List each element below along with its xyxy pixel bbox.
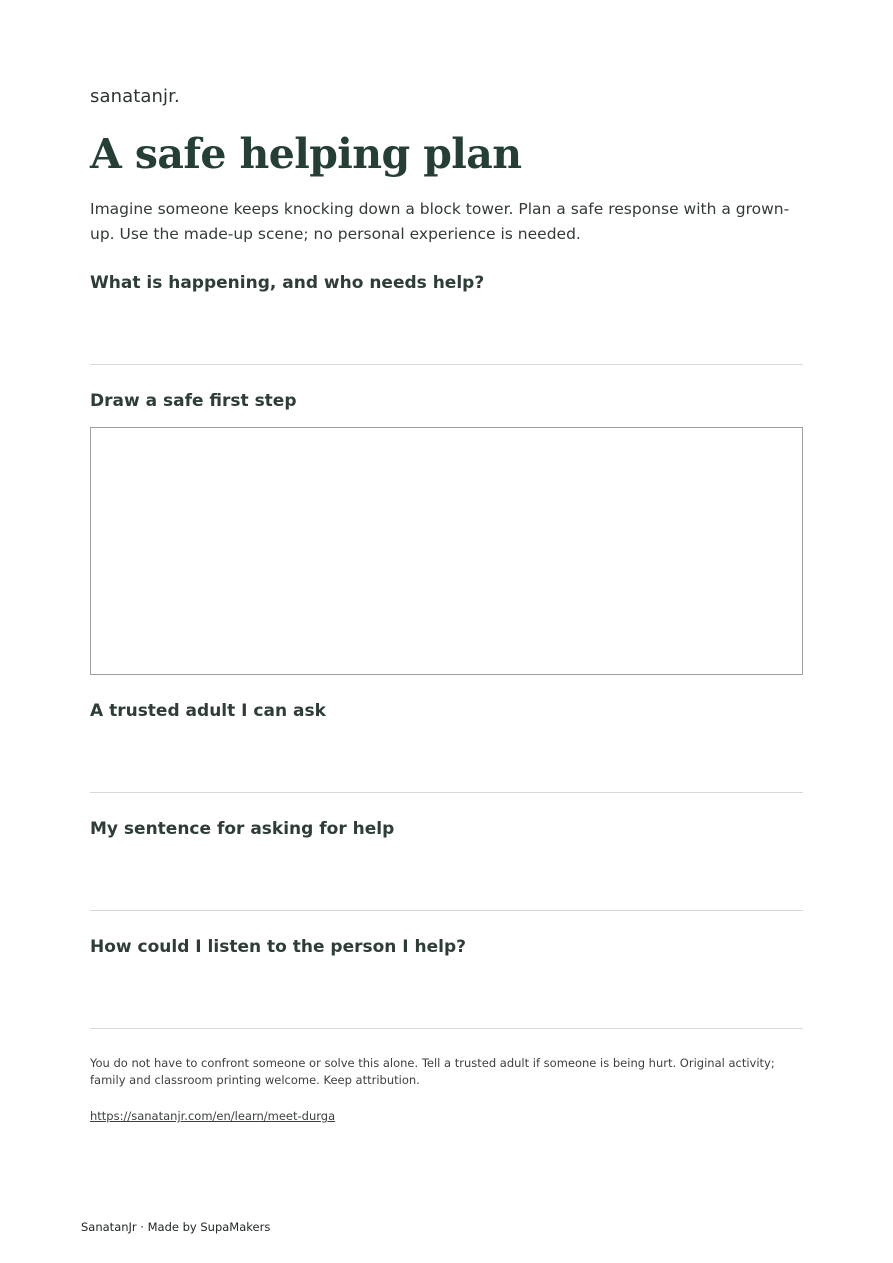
page-title: A safe helping plan [90, 130, 522, 178]
answer-line-asking-sentence[interactable] [90, 910, 803, 911]
drawing-box[interactable] [90, 427, 803, 675]
footer-credit: SanatanJr · Made by SupaMakers [81, 1220, 271, 1234]
intro-text: Imagine someone keeps knocking down a block tower. Plan a safe response with a grown-up. Use the made-up scene; no personal experience is needed. [90, 200, 790, 243]
prompt-draw-first-step: Draw a safe first step [90, 391, 297, 411]
answer-line-listen[interactable] [90, 1028, 803, 1029]
source-link[interactable]: https://sanatanjr.com/en/learn/meet-durga [90, 1109, 336, 1123]
prompt-asking-sentence: My sentence for asking for help [90, 819, 395, 839]
prompt-listen: How could I listen to the person I help? [90, 937, 467, 957]
answer-line-trusted-adult[interactable] [90, 792, 803, 793]
prompt-what-is-happening: What is happening, and who needs help? [90, 273, 485, 293]
answer-line-what-is-happening[interactable] [90, 364, 803, 365]
brand-name: sanatanjr. [90, 86, 180, 107]
prompt-trusted-adult: A trusted adult I can ask [90, 701, 326, 721]
safety-notice: You do not have to confront someone or solve this alone. Tell a trusted adult if someone is being hurt. Original activity; family and classroom printing welcome. Keep attribution. [90, 1056, 775, 1087]
